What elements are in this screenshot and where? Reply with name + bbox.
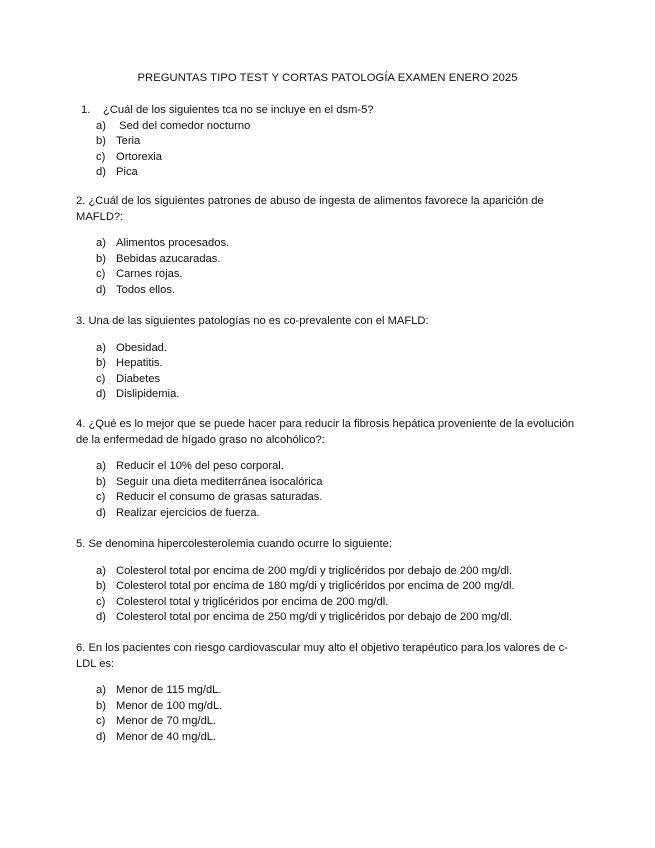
option-letter: d) bbox=[96, 388, 106, 401]
option-1c bbox=[76, 150, 576, 166]
option-text: Diabetes bbox=[116, 372, 161, 385]
option-1a bbox=[76, 119, 576, 135]
option-6a bbox=[76, 683, 576, 699]
option-letter: a) bbox=[96, 237, 106, 250]
question-2-options bbox=[76, 236, 576, 298]
option-3d bbox=[76, 387, 576, 403]
option-5b bbox=[76, 579, 576, 595]
option-6c bbox=[76, 714, 576, 730]
document-title: PREGUNTAS TIPO TEST Y CORTAS PATOLOGÍA EXAMEN ENERO 2025 bbox=[137, 72, 518, 84]
question-1-text bbox=[76, 103, 576, 119]
question-5 bbox=[76, 537, 576, 626]
option-letter: b) bbox=[96, 475, 106, 488]
question-1-number: 1. bbox=[81, 104, 91, 116]
option-4c bbox=[76, 490, 576, 506]
option-letter: c) bbox=[96, 491, 106, 504]
option-text: Realizar ejercicios de fuerza. bbox=[116, 506, 260, 519]
question-6-options bbox=[76, 683, 576, 745]
option-text: Teria bbox=[116, 135, 141, 148]
question-4-options bbox=[76, 459, 576, 521]
question-2-text: 2. ¿Cuál de los siguientes patrones de abuso de ingesta de alimentos favorece la aparición de MAFLD?: bbox=[76, 195, 544, 223]
option-5d bbox=[76, 610, 576, 626]
option-letter: d) bbox=[96, 611, 106, 624]
option-letter: c) bbox=[96, 268, 106, 281]
option-1d bbox=[76, 165, 576, 181]
option-6b bbox=[76, 699, 576, 715]
option-4a bbox=[76, 459, 576, 475]
option-text: Seguir una dieta mediterránea isocalórica bbox=[116, 475, 323, 488]
option-4b bbox=[76, 475, 576, 491]
option-letter: c) bbox=[96, 150, 106, 163]
option-text: Dislipidemia. bbox=[116, 388, 180, 401]
option-letter: c) bbox=[96, 372, 106, 385]
option-text: Colesterol total por encima de 250 mg/di y triglicéridos por debajo de 200 mg/dl. bbox=[116, 611, 513, 624]
option-text: Sed del comedor nocturno bbox=[116, 119, 251, 132]
option-text: Colesterol total por encima de 200 mg/di y triglicéridos por debajo de 200 mg/dl. bbox=[116, 564, 513, 577]
question-3 bbox=[76, 314, 576, 403]
option-letter: c) bbox=[96, 715, 106, 728]
option-letter: a) bbox=[96, 341, 106, 354]
option-letter: a) bbox=[96, 119, 106, 132]
question-6 bbox=[76, 641, 576, 746]
option-5a bbox=[76, 564, 576, 580]
option-letter: c) bbox=[96, 595, 106, 608]
option-letter: d) bbox=[96, 506, 106, 519]
option-text: Carnes rojas. bbox=[116, 268, 183, 281]
option-letter: b) bbox=[96, 580, 106, 593]
option-letter: b) bbox=[96, 135, 106, 148]
question-4-text: 4. ¿Qué es lo mejor que se puede hacer para reducir la fibrosis hepática proveniente de la evolución de la enfermedad de hígado graso no alcohólico?: bbox=[76, 418, 575, 446]
option-text: Reducir el 10% del peso corporal. bbox=[116, 460, 284, 473]
option-text: Obesidad. bbox=[116, 341, 167, 354]
option-letter: b) bbox=[96, 699, 106, 712]
option-2d bbox=[76, 283, 576, 299]
option-letter: b) bbox=[96, 357, 106, 370]
option-5c bbox=[76, 595, 576, 611]
question-1-options bbox=[76, 119, 576, 181]
option-2c bbox=[76, 267, 576, 283]
option-text: Alimentos procesados. bbox=[116, 237, 230, 250]
option-text: Pica bbox=[116, 166, 138, 179]
question-1-stem: ¿Cuál de los siguientes tca no se incluye en el dsm-5? bbox=[103, 104, 374, 116]
option-text: Todos ellos. bbox=[116, 283, 176, 296]
option-text: Colesterol total por encima de 180 mg/di y triglicéridos por encima de 200 mg/dl. bbox=[116, 580, 515, 593]
option-letter: d) bbox=[96, 283, 106, 296]
option-letter: a) bbox=[96, 564, 106, 577]
option-2b bbox=[76, 252, 576, 268]
option-4d bbox=[76, 506, 576, 522]
question-3-text: 3. Una de las siguientes patologías no es co-prevalente con el MAFLD: bbox=[76, 315, 429, 327]
question-1 bbox=[76, 103, 576, 181]
question-6-text: 6. En los pacientes con riesgo cardiovascular muy alto el objetivo terapéutico para los valores de c-LDL es: bbox=[76, 642, 568, 670]
option-text: Reducir el consumo de grasas saturadas. bbox=[116, 491, 323, 504]
option-2a bbox=[76, 236, 576, 252]
option-3b bbox=[76, 356, 576, 372]
option-letter: d) bbox=[96, 730, 106, 743]
option-letter: d) bbox=[96, 166, 106, 179]
question-4 bbox=[76, 417, 576, 522]
option-1b bbox=[76, 134, 576, 150]
option-text: Ortorexia bbox=[116, 150, 163, 163]
option-text: Menor de 100 mg/dL. bbox=[116, 699, 223, 712]
option-6d bbox=[76, 730, 576, 746]
question-5-text: 5. Se denomina hipercolesterolemia cuando ocurre lo siguiente: bbox=[76, 538, 392, 550]
option-text: Menor de 70 mg/dL. bbox=[116, 715, 217, 728]
question-3-options bbox=[76, 341, 576, 403]
option-3c bbox=[76, 372, 576, 388]
option-text: Bebidas azucaradas. bbox=[116, 252, 221, 265]
option-text: Hepatitis. bbox=[116, 357, 163, 370]
option-letter: a) bbox=[96, 684, 106, 697]
option-text: Colesterol total y triglicéridos por encima de 200 mg/dl. bbox=[116, 595, 389, 608]
question-5-options bbox=[76, 564, 576, 626]
option-3a bbox=[76, 341, 576, 357]
option-letter: b) bbox=[96, 252, 106, 265]
option-text: Menor de 115 mg/dL. bbox=[116, 684, 222, 697]
option-text: Menor de 40 mg/dL. bbox=[116, 730, 217, 743]
option-letter: a) bbox=[96, 460, 106, 473]
question-2 bbox=[76, 194, 576, 299]
